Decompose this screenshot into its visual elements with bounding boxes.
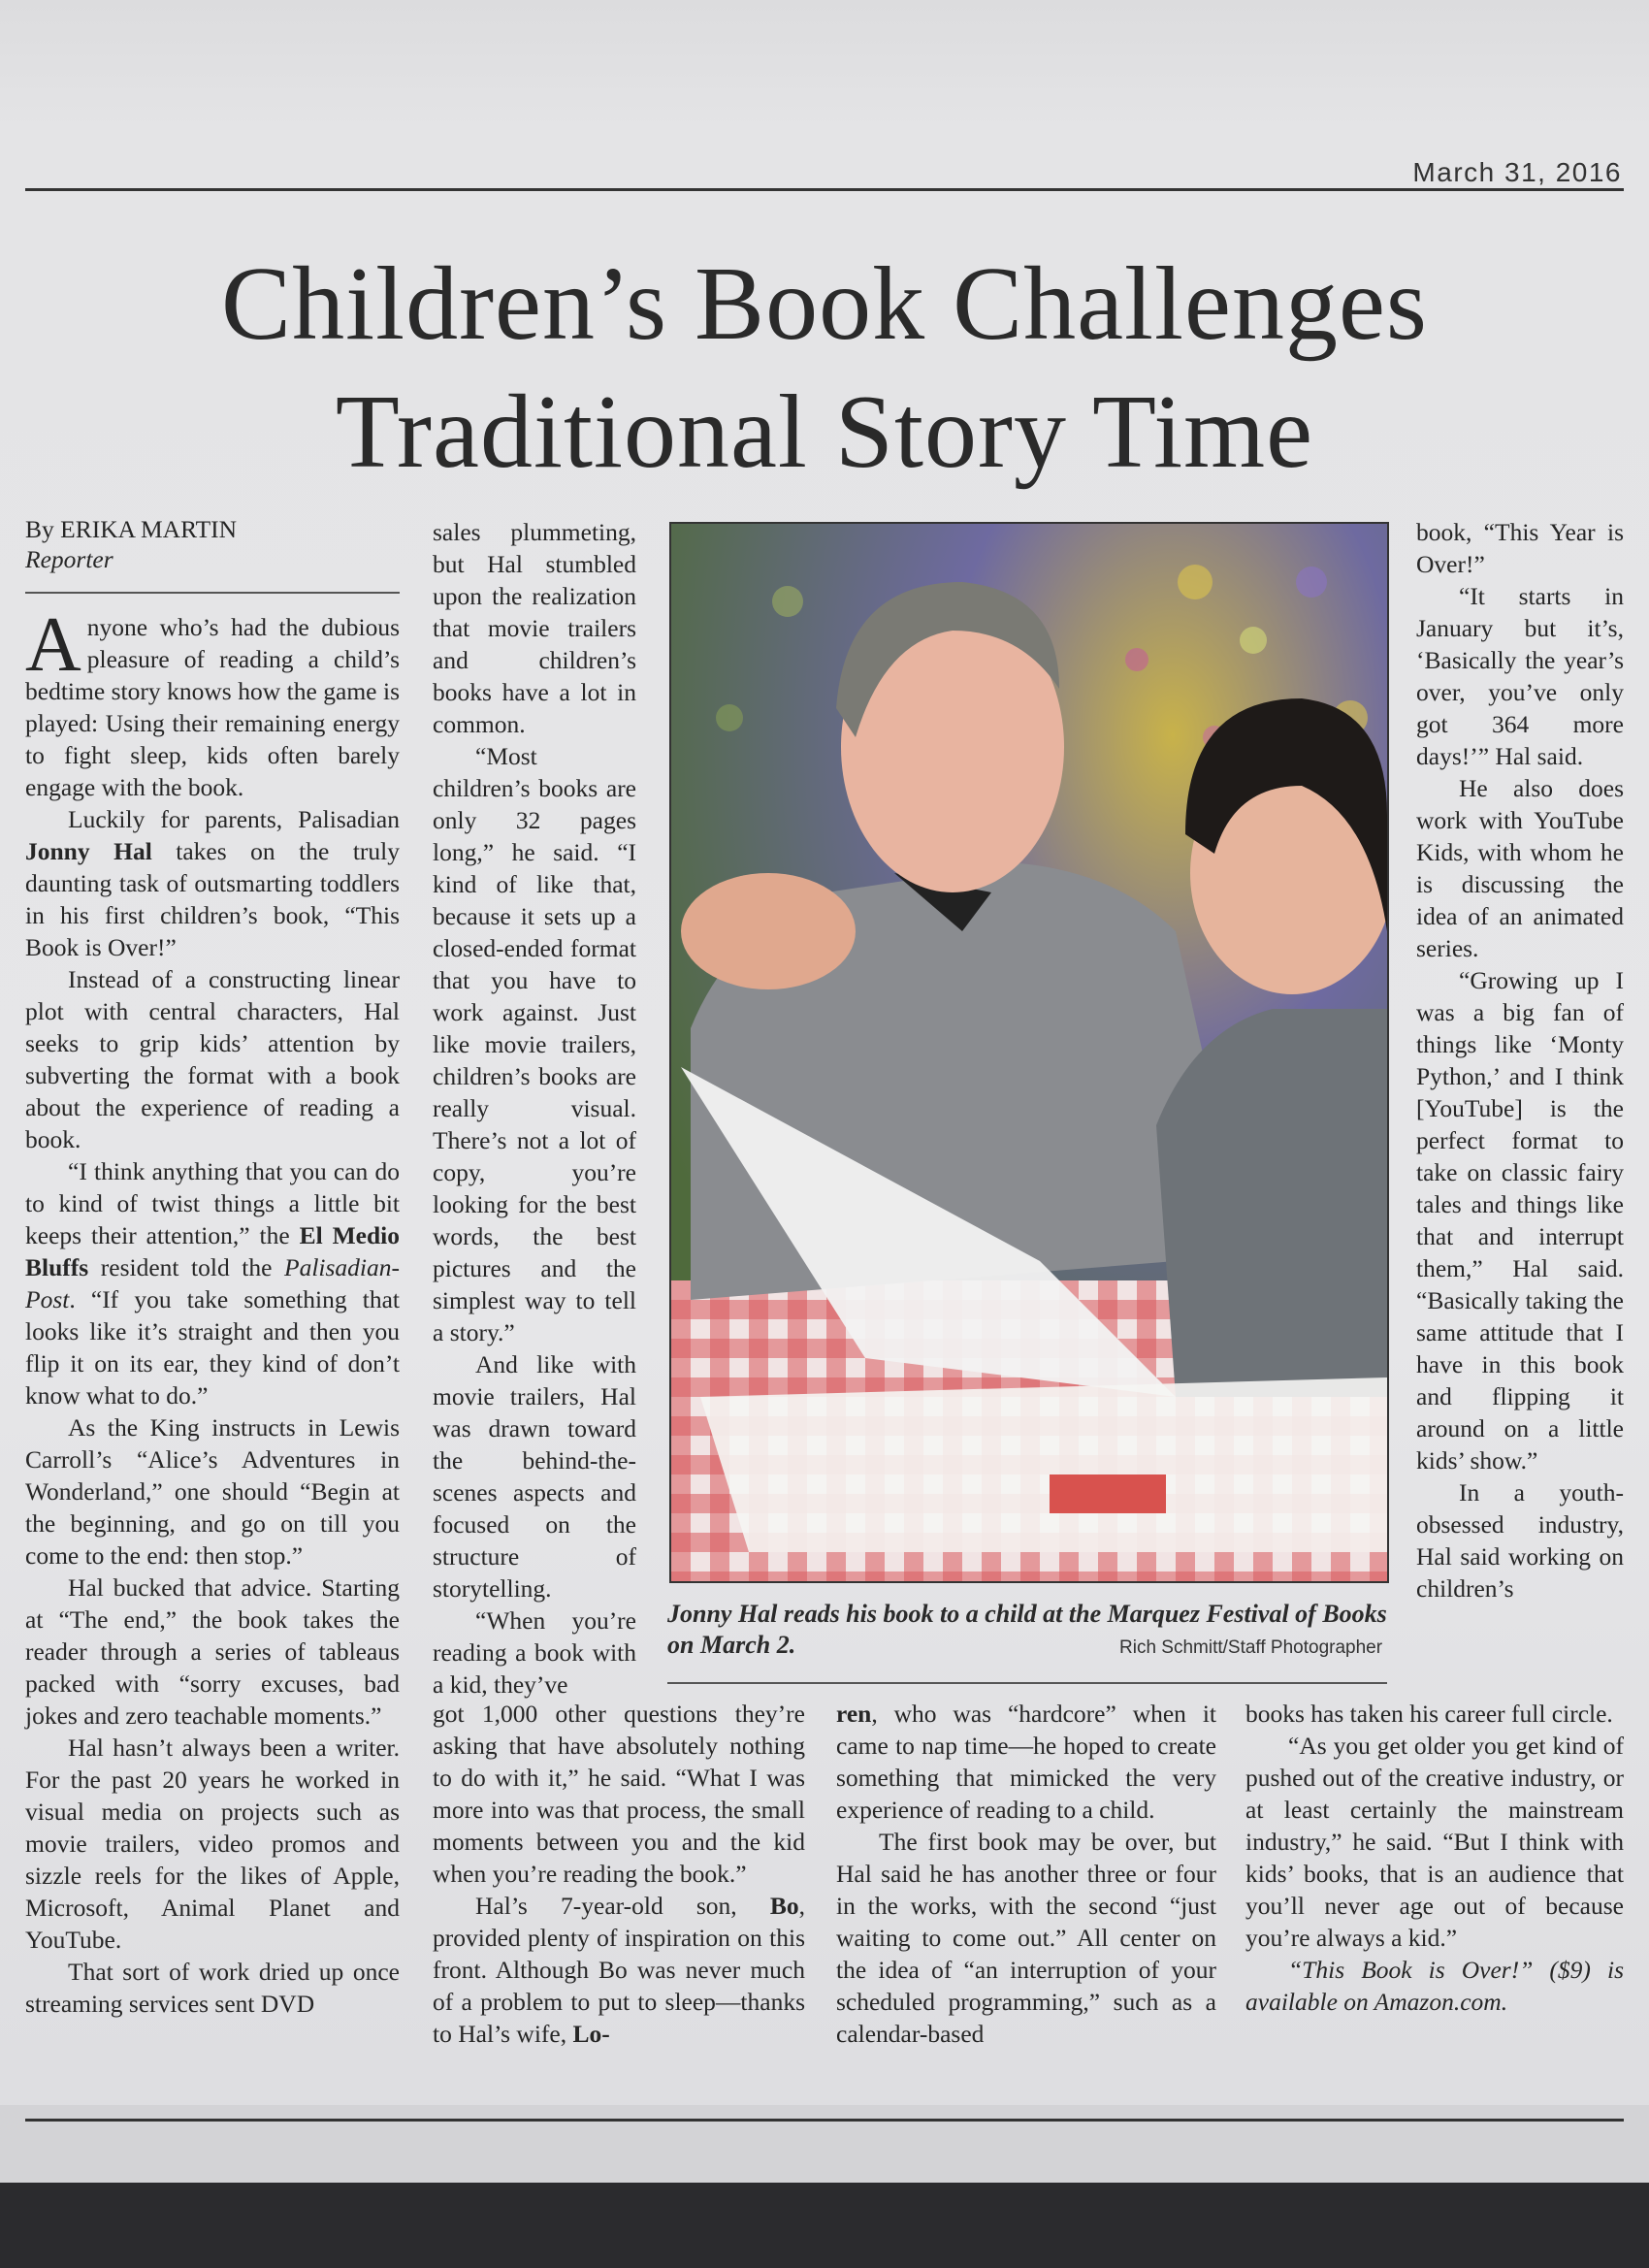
publication-name: Palisadian-Post <box>25 1253 400 1313</box>
byline-rule <box>25 592 400 594</box>
paragraph-text: Hal’s 7-year-old son, <box>475 1892 770 1920</box>
paragraph: That sort of work dried up once streaming services sent DVD <box>25 1958 400 2018</box>
paragraph: “Growing up I was a big fan of things like ‘Monty Python,’ and I think [YouTube] is the perfect format to take on classic fairy tales and things like that and interrupt them,” Hal said. “Basically taking the same attitude that I have in this book and flipping it around on a little kids’ show.” <box>1416 966 1624 1474</box>
page-bottom-strip <box>0 2105 1649 2183</box>
paragraph: got 1,000 other questions they’re asking that have absolutely nothing to do with it,” he said. “What I was more into was that process, the small moments between you and the kid when you’re reading the book.” <box>433 1700 805 1888</box>
paragraph: “When you’re reading a book with a kid, they’ve <box>433 1606 636 1699</box>
photo-caption: Jonny Hal reads his book to a child at the Marquez Festival of Books on March 2. <box>667 1600 1387 1659</box>
paragraph: Hal hasn’t always been a writer. For the past 20 years he worked in visual media on projects such as movie trailers, video promos and sizzle reels for the likes of Apple, Microsoft, Animal Planet and YouTube. <box>25 1733 400 1954</box>
place-el-medio-bluffs: El Medio Bluffs <box>25 1221 400 1281</box>
photo-credit: Rich Schmitt/Staff Photographer <box>1119 1637 1383 1658</box>
paragraph-text: resident told the <box>88 1253 284 1281</box>
article-headline <box>39 241 1610 497</box>
paragraph: He also does work with YouTube Kids, with whom he is discussing the idea of an animated series. <box>1416 774 1624 962</box>
byline-block <box>25 514 400 594</box>
paragraph <box>25 803 400 963</box>
article-column-3-lower <box>836 1698 1216 2050</box>
article-column-2 <box>433 516 636 1701</box>
headline-line-1: Children’s Book Challenges <box>221 246 1428 362</box>
paragraph: book, “This Year is Over!” <box>1416 518 1624 578</box>
top-rule <box>25 188 1624 191</box>
paragraph-text: . “If you take something that looks like it’s straight and then you flip it on its ear, they kind of don’t know what to do.” <box>25 1285 400 1409</box>
paragraph <box>433 1890 805 2050</box>
paragraph: “As you get older you get kind of pushed out of the creative industry, or at least certainly the mainstream industry,” he said. “But I think with kids’ books, that is an audience that you’ll never age out of because you’re always a kid.” <box>1245 1732 1624 1952</box>
paragraph: “It starts in January but it’s, ‘Basically the year’s over, you’ve only got 364 more days!’” Hal said. <box>1416 582 1624 770</box>
paragraph <box>25 602 400 803</box>
name-loren-end: ren <box>836 1700 872 1728</box>
paragraph: Instead of a constructing linear plot with central characters, Hal seeks to grip kids’ attention by subverting the format with a book about the experience of reading a book. <box>25 965 400 1153</box>
book-cover-label <box>1050 1474 1166 1513</box>
paragraph: books has taken his career full circle. <box>1245 1700 1613 1728</box>
paragraph: “Most children’s books are only 32 pages long,” he said. “I kind of like that, because it sets up a closed-ended format that you have to work against. Just like movie trailers, children’s books are really visual. There’s not a lot of copy, you’re looking for the best words, the best pictures and the simplest way to tell a story.” <box>433 742 636 1346</box>
article-column-1 <box>25 602 400 2020</box>
paragraph: In a youth-obsessed industry, Hal said working on children’s <box>1416 1478 1624 1603</box>
article-photo <box>669 522 1389 1583</box>
bottom-rule <box>25 2119 1624 2122</box>
photo-illustration <box>671 524 1387 1581</box>
man-hand <box>681 873 856 989</box>
byline-role: Reporter <box>25 545 113 573</box>
article-column-3 <box>1416 516 1624 1604</box>
name-bo: Bo <box>769 1892 799 1920</box>
article-column-4-lower <box>1245 1698 1624 2018</box>
paragraph-text: “I think anything that you can do to kind of twist things a little bit keeps their attention,” the <box>25 1157 400 1249</box>
paragraph <box>836 1698 1216 1826</box>
byline: By ERIKA MARTIN <box>25 515 238 543</box>
caption-rule <box>667 1682 1387 1684</box>
book-availability-note: “This Book is Over!” ($9) is available on Amazon.com. <box>1245 1956 1624 2016</box>
boy-shirt <box>1156 1009 1387 1397</box>
drop-cap: A <box>25 602 81 688</box>
paragraph: sales plummeting, but Hal stumbled upon the realization that movie trailers and children’s books have a lot in common. <box>433 518 636 738</box>
paragraph-text: nyone who’s had the dubious pleasure of reading a child’s bedtime story knows how the game is played: Using their remaining energy to fight sleep, kids often barely engage with the book. <box>25 613 400 801</box>
paragraph <box>25 1155 400 1411</box>
name-loren-part: Lo- <box>572 2020 610 2048</box>
headline-line-2: Traditional Story Time <box>335 374 1314 490</box>
paragraph-text: Luckily for parents, Palisadian <box>68 805 400 833</box>
paragraph: The first book may be over, but Hal said he has another three or four in the works, with the second “just waiting to come out.” All center on the idea of “an interruption of your scheduled programming,” such as a calendar-based <box>836 1828 1216 2048</box>
article-column-2-lower <box>433 1698 805 2050</box>
paragraph-text: takes on the truly daunting task of outsmarting toddlers in his first children’s book, “This Book is Over!” <box>25 837 400 961</box>
paragraph: And like with movie trailers, Hal was drawn toward the behind-the-scenes aspects and focused on the structure of storytelling. <box>433 1350 636 1603</box>
paragraph: As the King instructs in Lewis Carroll’s “Alice’s Adventures in Wonderland,” one should “Begin at the beginning, and go on till you come to the end: then stop.” <box>25 1413 400 1570</box>
paragraph-text: , provided plenty of inspiration on this front. Although Bo was never much of a problem to put to sleep—thanks to Hal’s wife, <box>433 1892 805 2048</box>
book-on-table <box>700 1377 1387 1552</box>
paragraph-text: , who was “hardcore” when it came to nap time—he hoped to create something that mimicked the very experience of reading to a child. <box>836 1700 1216 1824</box>
paragraph: Hal bucked that advice. Starting at “The end,” the book takes the reader through a series of tableaus packed with “sorry excuses, bad jokes and zero teachable moments.” <box>25 1573 400 1730</box>
issue-date: March 31, 2016 <box>1412 157 1622 187</box>
name-jonny-hal: Jonny Hal <box>25 837 152 865</box>
